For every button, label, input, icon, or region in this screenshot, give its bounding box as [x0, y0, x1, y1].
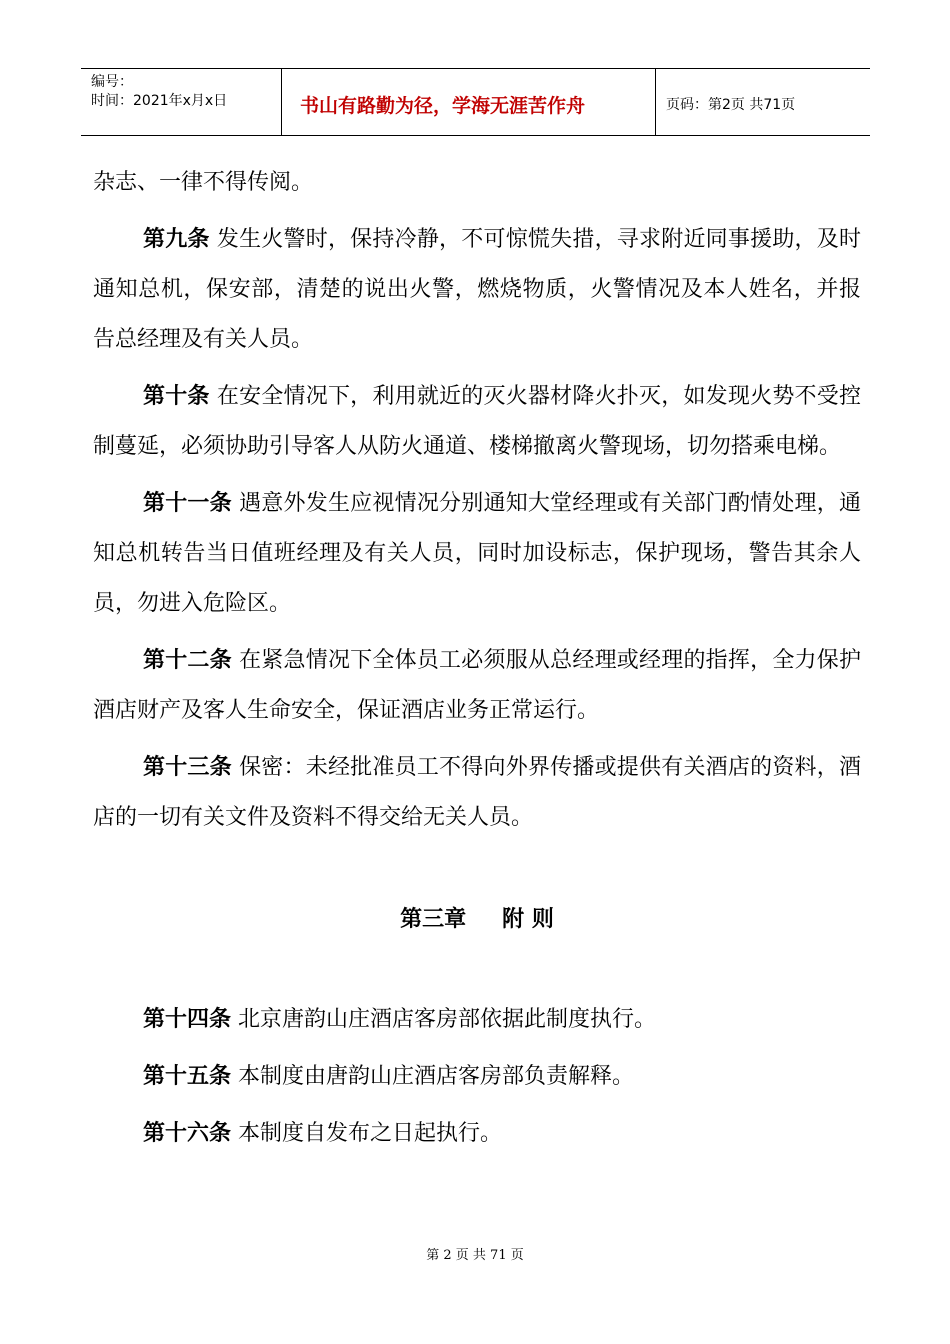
article-16 [93, 1109, 861, 1159]
article-title: 第十六条 [143, 1121, 232, 1146]
article-text: 发生火警时，保持冷静，不可惊慌失措，寻求附近同事援助，及时通知总机，保安部，清楚的说出火警，燃烧物质，火警情况及本人姓名，并报告总经理及有关人员。 [93, 227, 861, 352]
article-text: 在紧急情况下全体员工必须服从总经理或经理的指挥，全力保护酒店财产及客人生命安全，保证酒店业务正常运行。 [93, 648, 861, 723]
article-14 [93, 995, 861, 1045]
article-12 [93, 636, 861, 736]
intro-line: 杂志、一律不得传阅。 [93, 170, 314, 195]
article-9 [93, 215, 861, 365]
article-title: 第九条 [143, 227, 210, 252]
article-title: 第十四条 [143, 1007, 232, 1032]
document-time-label: 时间：2021年x月x日 [91, 93, 228, 109]
article-11 [93, 479, 861, 629]
page-footer: 第 2 页 共 71 页 [426, 1248, 524, 1263]
article-text: 北京唐韵山庄酒店客房部依据此制度执行。 [238, 1007, 657, 1032]
document-body [93, 158, 861, 1159]
article-10 [93, 372, 861, 472]
article-title: 第十一条 [143, 491, 232, 516]
article-text: 本制度由唐韵山庄酒店客房部负责解释。 [238, 1064, 635, 1089]
article-text: 遇意外发生应视情况分别通知大堂经理或有关部门酌情处理，通知总机转告当日值班经理及有关人员，同时加设标志，保护现场，警告其余人员，勿进入危险区。 [93, 491, 861, 616]
header-motto: 书山有路勤为径，学海无涯苦作舟 [282, 69, 656, 135]
page-header [81, 68, 870, 136]
article-13 [93, 743, 861, 843]
article-text: 保密：未经批准员工不得向外界传播或提供有关酒店的资料，酒店的一切有关文件及资料不得交给无关人员。 [93, 755, 861, 830]
article-title: 第十条 [143, 384, 210, 409]
document-number-label: 编号： [91, 74, 133, 90]
header-page-info: 页码：第2页 共71页 [666, 97, 796, 113]
chapter-title: 附 则 [502, 907, 554, 932]
chapter-heading [93, 895, 861, 945]
article-title: 第十五条 [143, 1064, 232, 1089]
chapter-number: 第三章 [400, 907, 467, 932]
article-text: 在安全情况下，利用就近的灭火器材降火扑灭，如发现火势不受控制蔓延，必须协助引导客人从防火通道、楼梯撤离火警现场，切勿搭乘电梯。 [93, 384, 861, 459]
article-15 [93, 1052, 861, 1102]
header-meta [81, 69, 282, 135]
article-title: 第十二条 [143, 648, 232, 673]
article-text: 本制度自发布之日起执行。 [238, 1121, 503, 1146]
article-title: 第十三条 [143, 755, 232, 780]
